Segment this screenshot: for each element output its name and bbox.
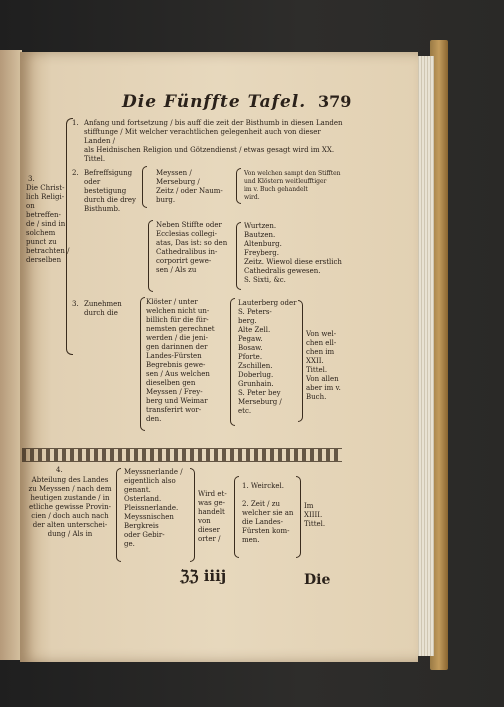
collegiate-brace <box>148 220 153 292</box>
page-title: Die Fünffte Tafel. <box>122 92 307 112</box>
left-category-label: Die Christ- lich Religi- on betreffen- de / sind in solchem punct zu betrachten / derselben <box>26 184 70 264</box>
ornamental-divider <box>22 448 342 462</box>
collegiate-places: Wurtzen. Bautzen. Altenburg. Freyberg. Zeitz. Wiewol diese erstlich Cathedralis gewesen. S. Sixti, &c. <box>244 222 342 284</box>
item2-dioceses: Meyssen / Merseburg / Zeitz / oder Naum- burg. <box>156 169 223 204</box>
left-label-num: 3. <box>28 175 35 183</box>
main-brace <box>66 118 73 355</box>
lower-left-text: Abteilung des Landes zu Meyssen / nach dem heutigen zustande / in etliche gewisse Provin- cien / doch auch nach der alten unterschei- dung / Als in <box>28 476 112 538</box>
item2-sub-brace <box>236 168 241 204</box>
regions-list: Meyssnerlande / eigentlich also genant. Osterland. Pleissnerlande. Meyssnischen Bergkreis oder Gebir- ge. <box>124 468 183 548</box>
facing-page-edge <box>0 50 22 660</box>
monastery-list-brace <box>230 298 235 426</box>
item3-number: 3. <box>72 300 79 308</box>
item2-number: 2. <box>72 169 79 177</box>
catchword: Die <box>304 572 331 588</box>
page-number: 379 <box>318 92 352 111</box>
regions-brace <box>116 468 121 562</box>
item2-text: Befreffsigung oder bestetigung durch die drey Bisthumb. <box>84 169 137 213</box>
monasteries-text: Klöster / unter welchen nicht un- billich für die für- nemsten gerechnet werden / die jeni- gen darinnen der Landes-Fürsten Begrebnis gewe- sen / Aus welchen dieselben gen Meyssen / Frey- berg und Weimar transferirt wor- den. <box>146 298 215 423</box>
signature-mark: ℨℨ iiij <box>180 567 227 585</box>
title-reference: Im XIIII. Tittel. <box>304 502 326 528</box>
item2-brace <box>142 166 147 208</box>
item2-note: Von welchen sampt den Stifften und Klöstern weitleufftiger im v. Buch gehandelt wird. <box>244 170 341 201</box>
circles-brace <box>234 476 239 558</box>
circles-close-brace <box>296 476 301 558</box>
item1-text: Anfang und fortsetzung / bis auff die zeit der Bisthumb in diesen Landen stifftunge / Mit welcher verachtlichen gelegenheit auch von dieser Landen / als Heidnischen Religion und Götzendienst / etwas gesagt wird im XX. Tittel. <box>84 119 343 163</box>
monastery-list: Lauterberg oder S. Peters- berg. Alte Zell. Pegaw. Bosaw. Pforte. Zschillen. Doberlug. Grunhain. S. Peter bey Merseburg / etc. <box>238 299 297 415</box>
monasteries-brace <box>140 297 145 431</box>
monastery-close-brace <box>298 300 303 422</box>
monastery-note: Von wel- chen ell- chen im XXII. Tittel. Von allen aber im v. Buch. <box>306 330 341 401</box>
collegiate-places-brace <box>236 222 241 290</box>
item3-text: Zunehmen durch die <box>84 300 122 317</box>
item1-number: 1. <box>72 119 79 127</box>
circles-text: 1. Weirckel. 2. Zeit / zu welcher sie an die Landes- Fürsten kom- men. <box>242 482 294 544</box>
collegiate-text: Neben Stiffte oder Ecclesias collegi- atas, Das ist: so den Cathedralibus in- corporirt gewe- sen / Als zu <box>156 221 228 274</box>
regions-close-brace <box>190 468 195 562</box>
lower-number: 4. <box>56 466 63 474</box>
treated-text: Wird et- was ge- handelt von dieser orter / <box>198 490 227 543</box>
